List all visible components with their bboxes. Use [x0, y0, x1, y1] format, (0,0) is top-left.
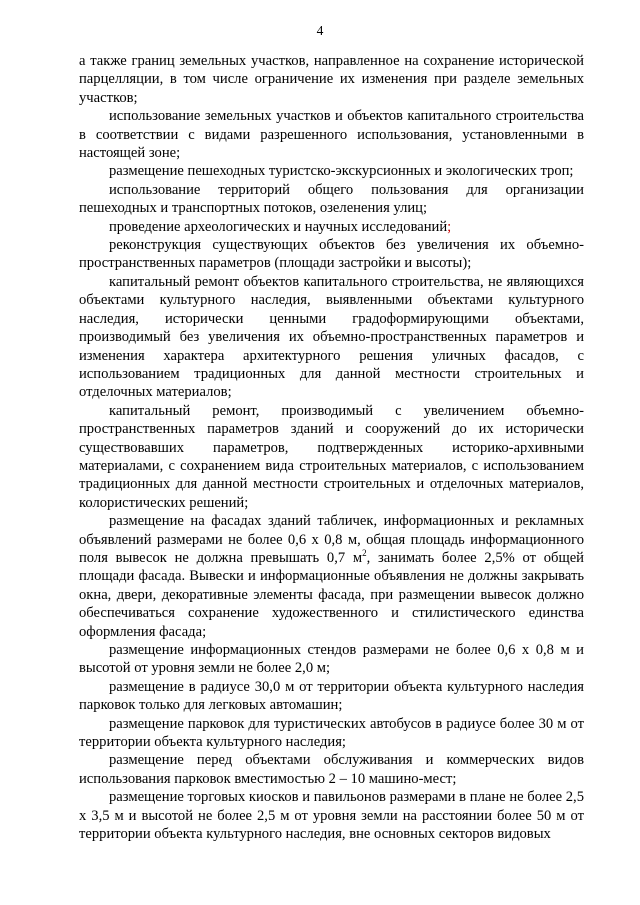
- paragraph: использование земельных участков и объектов капитального строительства в соответствии с видами разрешенного использования, установленными в настоящей зоне;: [79, 108, 584, 162]
- paragraph-text: размещение на фасадах зданий табличек, информационных и рекламных объявлений размерами не более 0,6 х 0,8 м, общая площадь информационного поля вывесок не должна превышать 0,7 м: [79, 513, 584, 566]
- paragraph: [79, 218, 584, 236]
- paragraph: размещение в радиусе 30,0 м от территории объекта культурного наследия парковок только для легковых автомашин;: [79, 678, 584, 714]
- paragraph: размещение перед объектами обслуживания и коммерческих видов использования парковок вместимостью 2 – 10 машино-мест;: [79, 752, 584, 787]
- paragraph: капитальный ремонт объектов капитального строительства, не являющихся объектами культурного наследия, выявленными объектами культурного наследия, исторически ценными градоформирующими объектами, производимый без увеличения их объемно-пространственных параметров и изменения характера архитектурного решения уличных фасадов, с использованием традиционных для данной местности строительных и отделочных материалов;: [79, 273, 584, 401]
- paragraph: реконструкция существующих объектов без увеличения их объемно-пространственных параметров (площади застройки и высоты);: [79, 237, 584, 272]
- paragraph: [79, 512, 584, 641]
- paragraph: размещение парковок для туристических автобусов в радиусе более 30 м от территории объекта культурного наследия;: [79, 715, 584, 751]
- page-number: 4: [316, 23, 324, 38]
- paragraph: а также границ земельных участков, направленное на сохранение исторической парцелляции, в том числе ограничение их изменения при разделе земельных участков;: [79, 53, 584, 106]
- paragraph-text-continued: , занимать более 2,5% от общей площади фасада. Вывески и информационные объявления не должны закрывать окна, двери, декоративные элементы фасада, при размещении вывесок должно обеспечиваться сохранение художественного и стилистического единства оформления фасада;: [79, 549, 584, 640]
- paragraph: размещение информационных стендов размерами не более 0,6 х 0,8 м и высотой от уровня земли не более 2,0 м;: [79, 642, 584, 677]
- paragraph: использование территорий общего пользования для организации пешеходных и транспортных потоков, озеленения улиц;: [79, 181, 584, 217]
- paragraph: размещение пешеходных туристско-экскурсионных и экологических троп;: [109, 163, 574, 180]
- paragraph: капитальный ремонт, производимый с увеличением объемно-пространственных параметров зданий и сооружений до их исторически существовавших параметров, подтвержденных историко-архивными материалами, с сохранением вида строительных материалов, с использованием традиционных для данной местности строительных и отделочных материалов, колористических решений;: [79, 402, 584, 511]
- paragraph-text: проведение археологических и научных исследований: [109, 218, 448, 235]
- document-body: [79, 52, 584, 843]
- paragraph: размещение торговых киосков и павильонов размерами в плане не более 2,5 х 3,5 м и высотой не более 2,5 м от уровня земли на расстоянии более 50 м от территории объекта культурного наследия, вне основных секторов видовых: [79, 789, 584, 843]
- highlighted-punctuation: ;: [447, 218, 452, 235]
- superscript: 2: [362, 548, 367, 559]
